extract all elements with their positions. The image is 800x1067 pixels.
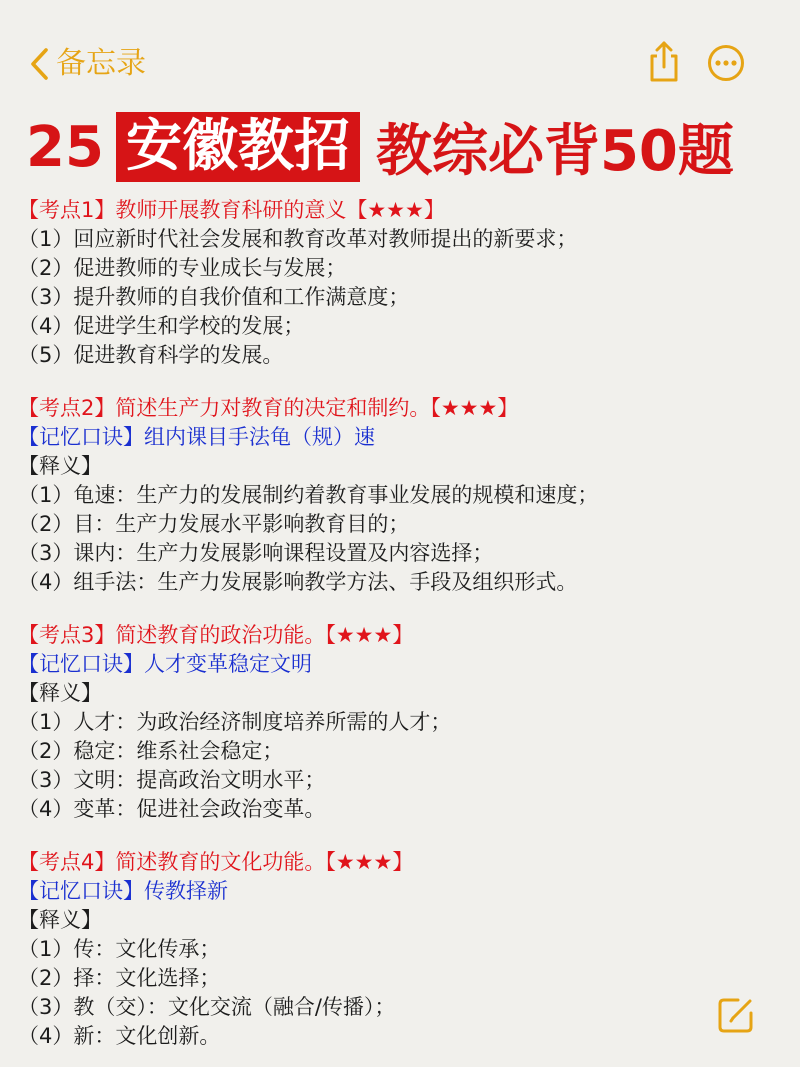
meaning-label: 【释义】 (18, 681, 102, 705)
note-body (18, 196, 788, 1051)
list-item: （3）提升教师的自我价值和工作满意度； (18, 285, 410, 309)
list-item: （4）新：文化创新。 (18, 1024, 221, 1048)
mnemonic-line: 【记忆口诀】人才变革稳定文明 (18, 652, 312, 676)
share-button[interactable] (646, 40, 682, 88)
list-item: （2）稳定：维系社会稳定； (18, 739, 284, 763)
compose-icon (716, 995, 756, 1035)
chevron-left-icon (28, 46, 50, 82)
list-item: （4）促进学生和学校的发展； (18, 314, 305, 338)
share-icon (646, 40, 682, 84)
list-item: （3）教（交）：文化交流（融合/传播）； (18, 995, 396, 1019)
list-item: （1）回应新时代社会发展和教育改革对教师提出的新要求； (18, 227, 578, 251)
list-item: （1）传：文化传承； (18, 937, 221, 961)
title-highlight: 安徽教招 (116, 112, 360, 182)
section-spacer (18, 370, 788, 394)
section-heading: 【考点2】简述生产力对教育的决定和制约。【★★★】 (18, 396, 519, 420)
ellipsis-circle-icon (707, 44, 745, 82)
list-item: （2）促进教师的专业成长与发展； (18, 256, 347, 280)
list-item: （1）龟速：生产力的发展制约着教育事业发展的规模和速度； (18, 483, 599, 507)
section-heading: 【考点1】教师开展教育科研的意义【★★★】 (18, 198, 445, 222)
list-item: （2）目：生产力发展水平影响教育目的； (18, 512, 410, 536)
list-item: （4）变革：促进社会政治变革。 (18, 797, 326, 821)
list-item: （3）课内：生产力发展影响课程设置及内容选择； (18, 541, 494, 565)
section-heading: 【考点3】简述教育的政治功能。【★★★】 (18, 623, 414, 647)
list-item: （1）人才：为政治经济制度培养所需的人才； (18, 710, 452, 734)
mnemonic-line: 【记忆口诀】组内课目手法龟（规）速 (18, 425, 375, 449)
more-button[interactable] (707, 44, 745, 86)
title-number: 25 (26, 114, 104, 180)
section-heading: 【考点4】简述教育的文化功能。【★★★】 (18, 850, 414, 874)
list-item: （4）组手法：生产力发展影响教学方法、手段及组织形式。 (18, 570, 578, 594)
section-spacer (18, 824, 788, 848)
compose-button[interactable] (716, 995, 756, 1039)
page-title (26, 112, 734, 182)
list-item: （2）择：文化选择； (18, 966, 221, 990)
back-button[interactable] (28, 44, 146, 84)
list-item: （3）文明：提高政治文明水平； (18, 768, 326, 792)
meaning-label: 【释义】 (18, 908, 102, 932)
list-item: （5）促进教育科学的发展。 (18, 343, 284, 367)
mnemonic-line: 【记忆口诀】传教择新 (18, 879, 228, 903)
meaning-label: 【释义】 (18, 454, 102, 478)
section-spacer (18, 597, 788, 621)
back-label: 备忘录 (56, 46, 146, 81)
title-rest: 教综必背50题 (375, 119, 734, 184)
